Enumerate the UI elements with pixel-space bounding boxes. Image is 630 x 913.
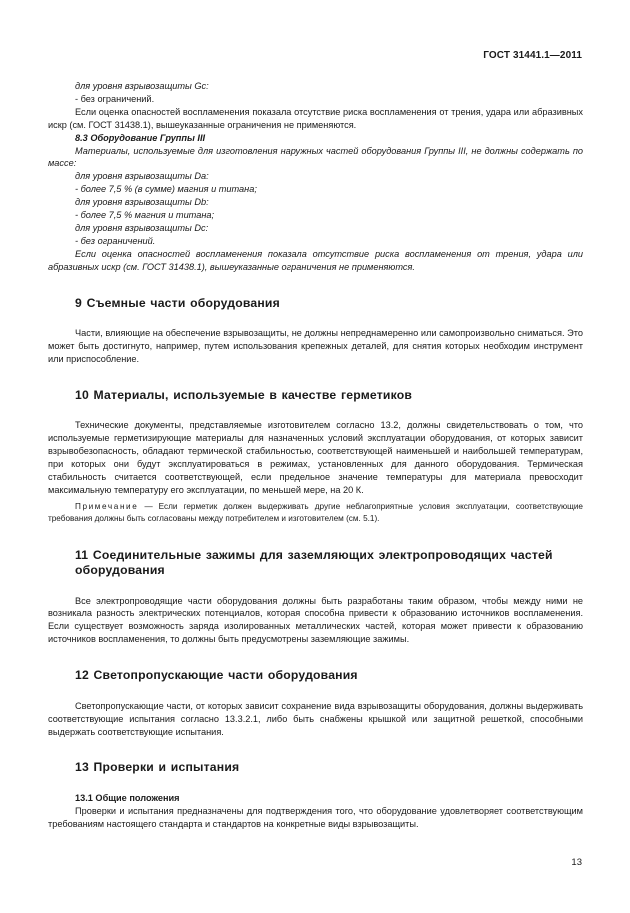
note-label: Примечание xyxy=(75,501,139,511)
db-limit-line: - более 7,5 % магния и титана; xyxy=(75,210,215,221)
no-limits-line: - без ограничений. xyxy=(75,93,155,104)
section-11-heading-line2: оборудования xyxy=(75,563,165,578)
section-12-heading: 12 Светопропускающие части оборудования xyxy=(75,668,358,683)
group3-risk-paragraph: Если оценка опасностей воспламенения показала отсутствие риска воспламенения от трения, удара или абразивных искр (см. ГОСТ 31438.1), вышеуказанные ограничения не применяются. xyxy=(48,248,583,272)
note-text: — Если герметик должен выдерживать другие неблагоприятные условия эксплуатации, соответствующие требования должны быть согласованы между потребителем и изготовителем (см. 5.1). xyxy=(48,501,583,524)
level-da-line: для уровня взрывозащиты Da: xyxy=(75,171,209,182)
level-db-line: для уровня взрывозащиты Db: xyxy=(75,197,209,208)
subsection-13-1-title: 13.1 Общие положения xyxy=(75,792,180,803)
section-11-paragraph: Все электропроводящие части оборудования должны быть разработаны таким образом, чтобы между ними не возникала разность электрических потенциалов, которая способна привести к образованию источников воспламенения. Если существует возможность заряда изолированных металлических частей, которая может привести к образованию источников воспламенения, то должны быть предусмотрены заземляющие зажимы. xyxy=(48,595,583,645)
page-content xyxy=(48,80,583,831)
section-10-note xyxy=(48,501,583,526)
dc-limit-line: - без ограничений. xyxy=(75,235,156,246)
section-9-paragraph: Части, влияющие на обеспечение взрывозащиты, не должны непреднамеренно или самопроизвольно сниматься. Это может быть достигнуто, например, путем использования крепежных деталей, для снятия которых необходим инструмент или приспособление. xyxy=(48,328,583,364)
page-number: 13 xyxy=(571,857,582,868)
subsection-8-3-title: 8.3 Оборудование Группы III xyxy=(75,132,206,143)
section-13-paragraph: Проверки и испытания предназначены для подтверждения того, что оборудование удовлетворяет соответствующим требованиям настоящего стандарта и стандартов на конкретные виды взрывозащиты. xyxy=(48,805,583,829)
risk-assessment-paragraph: Если оценка опасностей воспламенения показала отсутствие риска воспламенения от трения, удара или абразивных искр (см. ГОСТ 31438.1), вышеуказанные ограничения не применяются. xyxy=(48,106,583,130)
section-11-heading xyxy=(48,548,583,579)
document-header: ГОСТ 31441.1—2011 xyxy=(483,50,582,61)
level-gc-line: для уровня взрывозащиты Gc: xyxy=(75,81,209,91)
section-9-heading: 9 Съемные части оборудования xyxy=(75,295,280,310)
section-10-paragraph: Технические документы, представляемые изготовителем согласно 13.2, должны свидетельствовать о том, что используемые герметизирующие материалы для назначенных условий эксплуатации оборудования, от которых зависит взрывобезопасность, обладают термической стабильностью, соответствующей наименьшей и наибольшей температурам, при которых они будут эксплуатироваться в режимах, установленных для данного оборудования. Термическая стабильность считается соответствующей, если предельное значение температуры для материала превосходит максимальную температуру его эксплуатации, по меньшей мере, на 20 К. xyxy=(48,420,583,495)
group3-materials-paragraph: Материалы, используемые для изготовления наружных частей оборудования Группы III, не должны содержать по массе: xyxy=(48,145,583,169)
level-dc-line: для уровня взрывозащиты Dc: xyxy=(75,222,209,233)
da-limit-line: - более 7,5 % (в сумме) магния и титана; xyxy=(75,184,257,195)
section-12-paragraph: Светопропускающие части, от которых зависит сохранение вида взрывозащиты оборудования, должны выдерживать соответствующие испытания согласно 13.3.2.1, либо быть снабжены крышкой или защитной решеткой, способными выдержать соответствующие испытания. xyxy=(48,700,583,737)
section-13-heading: 13 Проверки и испытания xyxy=(75,760,240,775)
section-11-heading-line1: 11 Соединительные зажимы для заземляющих электропроводящих частей xyxy=(75,547,553,562)
section-10-heading: 10 Материалы, используемые в качестве герметиков xyxy=(75,387,413,402)
